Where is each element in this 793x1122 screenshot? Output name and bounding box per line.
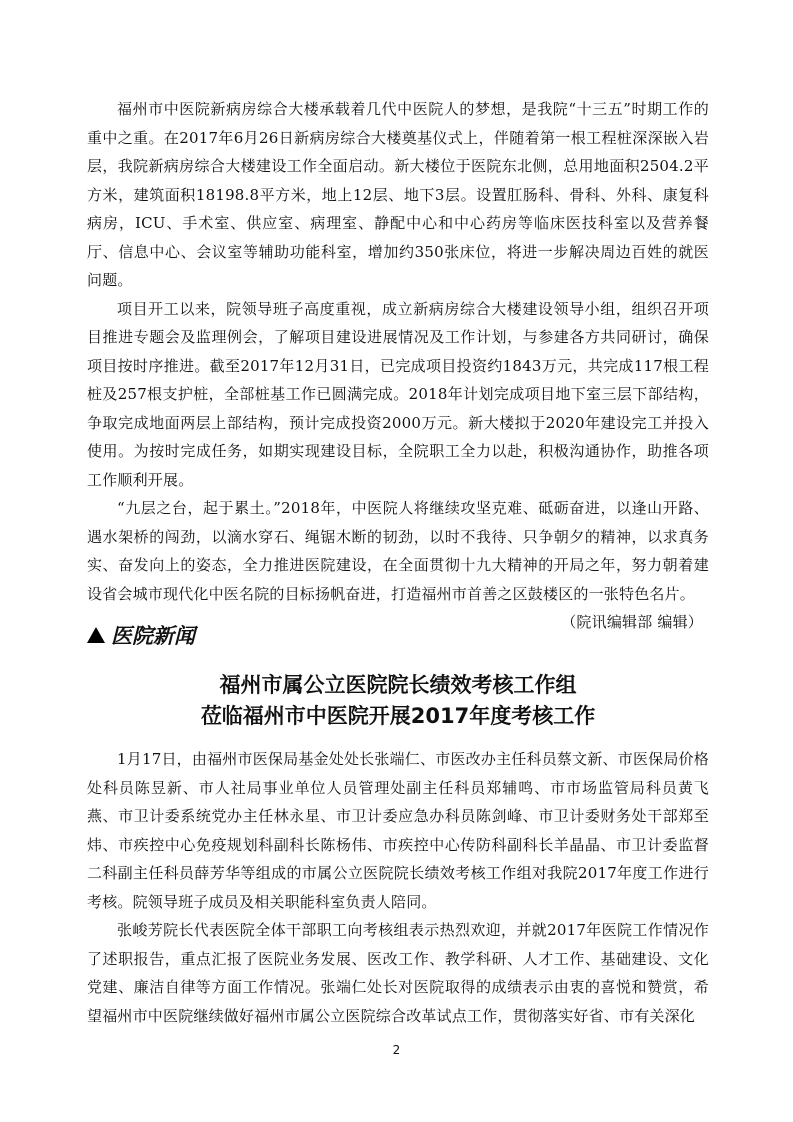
news-article-body <box>87 745 709 1030</box>
page-number: 2 <box>392 1043 401 1057</box>
section-label: 医院新闻 <box>111 624 195 648</box>
triangle-icon <box>87 627 105 643</box>
intro-paragraph-1: 福州市中医院新病房综合大楼承载着几代中医院人的梦想，是我院“十三五”时期工作的重中之重。在2017年6月26日新病房综合大楼奠基仪式上，伴随着第一根工程桩深深嵌入岩层，我院新病房综合大楼建设工作全面启动。新大楼位于医院东北侧，总用地面积2504.2平方米，建筑面积18198.8平方米，地上12层、地下3层。设置肛肠科、骨科、外科、康复科病房，ICU、手术室、供应室、病理室、静配中心和中心药房等临床医技科室以及营养餐厅、信息中心、会议室等辅助功能科室，增加约350张床位，将进一步解决周边百姓的就医问题。 <box>87 100 709 289</box>
article-title <box>87 670 709 732</box>
article-title-line-2: 莅临福州市中医院开展2017年度考核工作 <box>200 704 596 728</box>
news-paragraph-2: 张峻芳院长代表医院全体干部职工向考核组表示热烈欢迎，并就2017年医院工作情况作了述职报告，重点汇报了医院业务发展、医改工作、教学科研、人才工作、基础建设、文化党建、廉洁自律等方面工作情况。张端仁处长对医院取得的成绩表示由衷的喜悦和赞赏，希望福州市中医院继续做好福州市属公立医院综合改革试点工作，贯彻落实好省、市有关深化 <box>87 921 709 1025</box>
intro-paragraph-2: 项目开工以来，院领导班子高度重视，成立新病房综合大楼建设领导小组，组织召开项目推进专题会及监理例会，了解项目建设进展情况及工作计划，与参建各方共同研讨，确保项目按时序推进。截至2017年12月31日，已完成项目投资约1843万元，共完成117根工程桩及257根支护桩，全部桩基工作已圆满完成。2018年计划完成项目地下室三层下部结构，争取完成地面两层上部结构，预计完成投资2000万元。新大楼拟于2020年建设完工并投入使用。为按时完成任务，如期实现建设目标，全院职工全力以赴，积极沟通协作，助推各项工作顺利开展。 <box>87 299 709 489</box>
section-header <box>87 620 195 650</box>
intro-article <box>87 95 709 637</box>
news-paragraph-1: 1月17日，由福州市医保局基金处处长张端仁、市医改办主任科员蔡文新、市医保局价格处科员陈昱新、市人社局事业单位人员管理处副主任科员郑辅鸣、市市场监管局科员黄飞燕、市卫计委系统党办主任林永星、市卫计委应急办科员陈剑峰、市卫计委财务处干部郑至炜、市疾控中心免疫规划科副科长陈杨伟、市疾控中心传防科副科长羊晶晶、市卫计委监督二科副主任科员薛芳华等组成的市属公立医院院长绩效考核工作组对我院2017年度工作进行考核。院领导班子成员及相关职能科室负责人陪同。 <box>87 750 709 911</box>
article-title-line-1: 福州市属公立医院院长绩效考核工作组 <box>219 673 577 697</box>
editor-signature: （院讯编辑部 编辑） <box>561 613 703 631</box>
intro-paragraph-3: “九层之台，起于累土。”2018年，中医院人将继续攻坚克难、砥砺奋进，以逢山开路、遇水架桥的闯劲，以滴水穿石、绳锯木断的韧劲，以时不我待、只争朝夕的精神，以求真务实、奋发向上的姿态，全力推进医院建设，在全面贯彻十九大精神的开局之年，努力朝着建设省会城市现代化中医名院的目标扬帆奋进，打造福州市首善之区鼓楼区的一张特色名片。 <box>87 499 709 603</box>
